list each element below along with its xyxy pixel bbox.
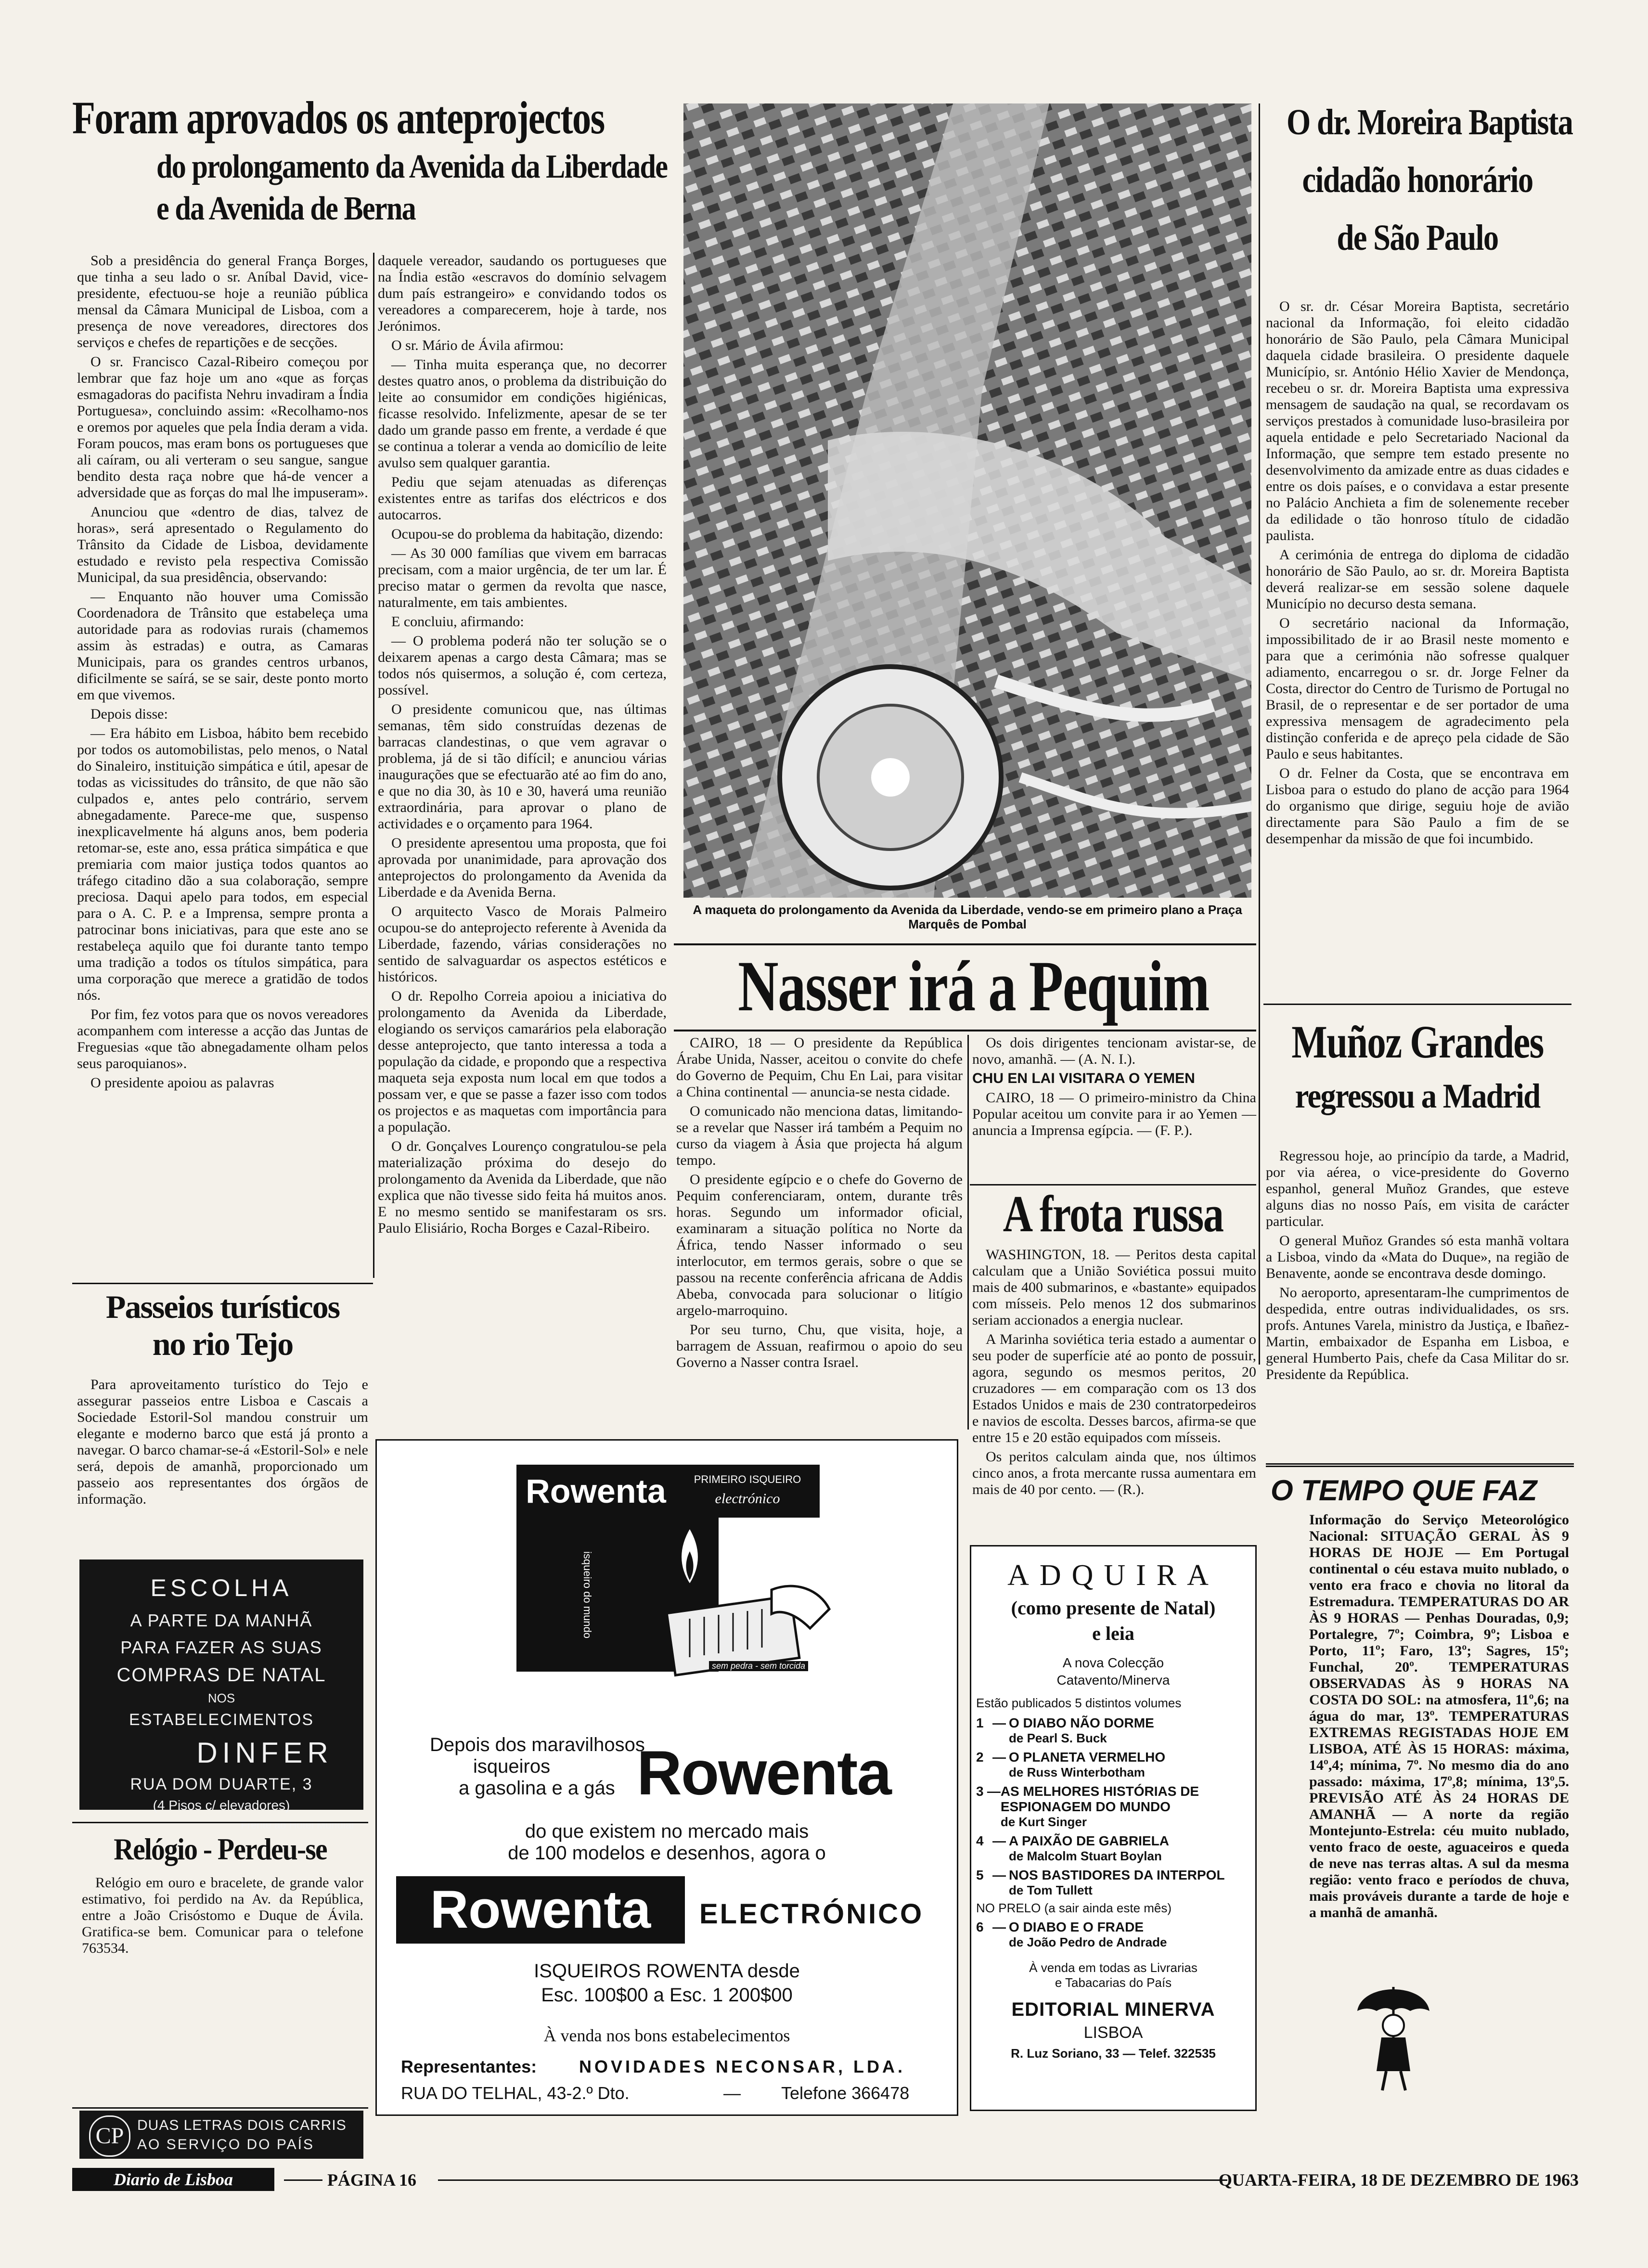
carris-line-2: AO SERVIÇO DO PAÍS — [137, 2137, 314, 2152]
main-paragraph: — Era hábito em Lisboa, hábito bem recebido por todos os automobilistas, pelo menos, o Natal do Sinaleiro, instituição simpática e útil, apesar de todas as vicissitudes do trânsito, de que não são culpados e, antes pelo contrário, servem abnegadamente. Parece-me que, suspenso inexplicavelmente há alguns anos, bem poderia retomar-se, este ano, essa prática simpática e que premiaria com maior justiça todos quantos ao tráfego citadino dão a sua colaboração, sempre preciosa. Daqui apelo para todos, em especial para o A. C. P. e a Imprensa, sempre pronta a patrocinar bons iniciativas, para que este ano se restabeleça aquilo que foi durante tanto tempo uma tradição a todos os títulos simpática, para uma corporação que merece a gratidão de todos nós. — [77, 725, 368, 1003]
footer-page: PÁGINA 16 — [327, 2170, 417, 2190]
frota-headline: A frota russa — [1003, 1186, 1223, 1243]
rowenta-line-2: isqueiros — [473, 1756, 551, 1777]
nasser-paragraph: Os dois dirigentes tencionam avistar-se, de novo, amanhã. — (A. N. I.). — [972, 1035, 1256, 1067]
section-rule — [72, 1283, 373, 1284]
book-title: O DIABO NÃO DORME — [1009, 1715, 1154, 1730]
passeios-body — [77, 1377, 368, 1555]
book-item[interactable]: 1 — O DIABO NÃO DORME de Pearl S. Buck — [976, 1715, 1154, 1745]
moreira-headline-3: de São Paulo — [1337, 217, 1498, 258]
main-story-headline: Foram aprovados os anteprojectos — [72, 92, 605, 143]
main-paragraph: O sr. Mário de Ávila afirmou: — [391, 337, 564, 353]
main-story-subhead-2: e da Avenida de Berna — [156, 190, 416, 228]
frota-paragraph: A Marinha soviética teria estado a aumentar o seu poder de superfície até ao ponto de possuir, agora, segundo os mesmos peritos, 20 cruzadores — em comparação com os 13 dos Estados Unidos e mais de 230 contratorpedeiros e navios de escolta. Desses barcos, afirma-se que entre 15 e 20 estão equipados com mísseis. — [972, 1331, 1256, 1445]
main-paragraph: daquele vereador, saudando os portugueses que na Índia estão «escravos do domínio selvagem dum país estrangeiro» e convidando todos os vereadores a comparecerem, hoje à tarde, nos Jerónimos. — [378, 253, 667, 334]
relogio-paragraph: Relógio em ouro e bracelete, de grande valor estimativo, foi perdido na Av. da República, entre a João Crisóstomo e Duque de Ávila. Gratifica-se bem. Comunicar para o telefone 763534. — [82, 1875, 363, 1957]
dinfer-line: NOS — [207, 1691, 235, 1705]
main-paragraph: — As 30 000 famílias que vivem em barracas precisam, com a maior urgência, de ter um lar. É preciso matar o germen da revolta que nasce, naturalmente, em tais ambientes. — [378, 545, 667, 610]
nasser-subhead: CHU EN LAI VISITARA O YEMEN — [972, 1070, 1195, 1086]
main-paragraph: O presidente comunicou que, nas últimas semanas, têm sido construídas dezenas de barracas clandestinas, o que vem agravar o problema, já de si tão difícil; e anunciou várias inaugurações que se efectuarão até ao fim do ano, e que no dia 30, às 10 e 30, haverá uma reunião extraordinária, para aprovar o plano de actividades e o orçamento para 1964. — [378, 701, 667, 832]
book-item[interactable]: 3 — AS MELHORES HISTÓRIAS DE ESPIONAGEM DO MUNDO de Kurt Singer — [976, 1784, 1250, 1830]
book-title: O DIABO E O FRADE — [1009, 1920, 1144, 1934]
rowenta-reps: NOVIDADES NECONSAR, LDA. — [579, 2057, 906, 2076]
main-paragraph: O dr. Gonçalves Lourenço congratulou-se pela materialização próxima do desejo do prolongamento da Avenida da Liberdade, que não explica que não tivesse sido feita há muitos anos. E no mesmo sentido se manifestaram os srs. Paulo Elisiário, Rocha Borges e Cazal-Ribeiro. — [378, 1138, 667, 1236]
book-number: 1 — [976, 1715, 984, 1730]
nasser-paragraph: Por seu turno, Chu, que visita, hoje, a barragem de Assuan, reafirmou o apoio do seu Governo a Nasser contra Israel. — [676, 1322, 963, 1370]
photo-caption: A maqueta do prolongamento da Avenida da Liberdade, vendo-se em primeiro plano a Praça Marquês de Pombal — [693, 902, 1242, 931]
adquira-sub-2: e leia — [1092, 1623, 1134, 1644]
dinfer-line: RUA DOM DUARTE, 3 — [130, 1775, 313, 1793]
rowenta-brand-large: Rowenta — [637, 1738, 891, 1808]
rowenta-badge-line-2: electrónico — [715, 1491, 780, 1507]
nasser-headline: Nasser irá a Pequim — [738, 946, 1209, 1026]
adquira-collection-2: Catavento/Minerva — [1056, 1673, 1170, 1688]
rowenta-badge-line-1: PRIMEIRO ISQUEIRO — [694, 1473, 801, 1485]
dinfer-line: A PARTE DA MANHÃ — [130, 1611, 313, 1630]
munoz-headline-1: Muñoz Grandes — [1291, 1016, 1544, 1068]
adquira-address: R. Luz Soriano, 33 — Telef. 322535 — [1011, 2046, 1216, 2061]
nasser-col1 — [676, 1035, 963, 1430]
book-title: AS MELHORES HISTÓRIAS DE ESPIONAGEM DO MUNDO — [1000, 1784, 1199, 1814]
dinfer-line: Frente ao Hotel Mundial — [241, 1819, 354, 1831]
moreira-headline-1: O dr. Moreira Baptista — [1287, 102, 1573, 142]
adquira-ad[interactable] — [970, 1545, 1257, 2111]
frota-headline-box — [970, 1184, 1256, 1243]
main-paragraph: O dr. Repolho Correia apoiou a iniciativa do prolongamento da Avenida da Liberdade, elogiando os serviços camarários pela elaboração desse anteprojecto, que tanto interessa a toda a população da cidade, e propondo que a respectiva maqueta seja exposta num local em que todos a possam ver, e que se passe a fazer isso com todos os projectos e as maquetas com importância para a população. — [378, 988, 667, 1135]
munoz-headline-2: regressou a Madrid — [1295, 1076, 1540, 1115]
dinfer-line: ESCOLHA — [150, 1574, 293, 1601]
section-rule — [1263, 1004, 1571, 1005]
main-paragraph: Sob a presidência do general França Borges, que tinha a seu lado o sr. Aníbal David, vice-presidente, efectuou-se hoje a reunião pública mensal da Câmara Municipal de Lisboa, com a presença de nove vereadores, directores dos serviços e chefes de repartições e de secções. — [77, 253, 368, 350]
passeios-paragraph: Para aproveitamento turístico do Tejo e assegurar passeios entre Lisboa e Cascais a Sociedade Estoril-Sol mandou construir um elegante e moderno barco que está já pronto a navegar. O barco chamar-se-á «Estoril-Sol» e nele será, depois de amanhã, proporcionado um passeio aos representantes dos órgãos de informação. — [77, 1377, 368, 1507]
nasser-col2 — [972, 1035, 1256, 1194]
book-number: 3 — [976, 1784, 984, 1799]
footer-rule-left — [284, 2179, 322, 2181]
rowenta-top-panel — [516, 1465, 853, 1672]
rowenta-logo-top: Rowenta — [516, 1465, 675, 1518]
dinfer-ad[interactable] — [79, 1559, 363, 1831]
main-story-col2 — [378, 253, 667, 1427]
rowenta-badge — [675, 1465, 820, 1518]
book-author: de Malcolm Stuart Boylan — [1009, 1849, 1162, 1863]
munoz-headline-block — [1263, 1018, 1571, 1143]
main-paragraph: O presidente apoiou as palavras — [90, 1075, 274, 1091]
nasser-paragraph: CAIRO, 18 — O presidente da República Árabe Unida, Nasser, aceitou o convite do chefe do Governo de Pequim, Chu En Lai, para visitar a China continental — anuncia-se nesta cidade. — [676, 1035, 963, 1100]
frota-body — [972, 1247, 1256, 1535]
adquira-published: Estão publicados 5 distintos volumes — [976, 1696, 1182, 1710]
passeios-headline-2: no rio Tejo — [152, 1326, 293, 1363]
munoz-paragraph: O general Muñoz Grandes só esta manhã voltara a Lisboa, vindo da «Mata do Duque», na região de Benavente, aonde se encontrava desde domingo. — [1266, 1233, 1569, 1281]
rowenta-logo-box: Rowenta — [396, 1876, 685, 1944]
main-paragraph: O presidente apresentou uma proposta, que foi aprovada por unanimidade, para aprovação dos anteprojectos do prolongamento da Avenida da Liberdade e da Avenida Berna. — [378, 835, 667, 900]
main-paragraph: Ocupou-se do problema da habitação, dizendo: — [391, 526, 663, 542]
rowenta-reps-label: Representantes: — [401, 2057, 537, 2076]
rowenta-line-1: Depois dos maravilhosos — [430, 1734, 645, 1755]
carris-logo: CP — [89, 2115, 130, 2157]
rowenta-line-4: do que existem no mercado mais — [525, 1821, 809, 1842]
moreira-headline-block — [1263, 103, 1571, 289]
weather-text: Informação do Serviço Meteorológico Nacional: SITUAÇÃO GERAL ÀS 9 HORAS DE HOJE — Em Portugal continental o céu estava muito nublado, o vento era fraco e chovia no litoral da Estremadura. TEMPERATURAS DO AR ÀS 9 HORAS — Penhas Douradas, 0,9; Portalegre, 7º; Coimbra, 9º; Lisboa e Porto, 11º; Faro, 13º; Sagres, 15º; Funchal, 20º. TEMPERATURAS OBSERVADAS ÀS 9 HORAS NA COSTA DO SOL: na atmosfera, 11º,6; na água do mar, 13º. TEMPERATURAS EXTREMAS REGISTADAS HOJE EM LISBOA, ATÉ ÀS 15 HORAS: máxima, 14º,4; mínima, 7º. No mesmo dia do ano passado: máxima, 17º,8; mínima, 13º,5. PREVISÃO ATÉ ÀS 24 HORAS DE AMANHÃ — A norte da região Montejunto-Estrela: céu muito nublado, vento fraco de oeste, aguaceiros e queda de neve nas terras altas. A sul da mesma região: vento fraco e períodos de chuva, mais prováveis durante a tarde de hoje e a manhã de amanhã. — [1309, 1512, 1569, 1920]
footer — [72, 2166, 1579, 2195]
book-item[interactable]: 2 — O PLANETA VERMELHO de Russ Winterbotham — [976, 1750, 1166, 1779]
main-paragraph: — Tinha muita esperança que, no decorrer destes quatro anos, o problema da distribuição do leite ao consumidor em condições higiénicas, ficasse resolvido. Infelizmente, apesar de se ter dado um grande passo em frente, a verdade é que se continua a tolerar a venda ao domicílio de leite avulso sem qualquer garantia. — [378, 357, 667, 471]
model-photo — [683, 103, 1251, 898]
rowenta-dash: — — [723, 2083, 741, 2103]
rowenta-price-2: Esc. 100$00 a Esc. 1 200$00 — [541, 1984, 793, 2006]
weather-box — [1266, 1463, 1574, 2117]
nasser-headline-box — [674, 943, 1256, 1031]
footer-rule-mid — [438, 2179, 1227, 2181]
adquira-sub-1: (como presente de Natal) — [1011, 1597, 1216, 1619]
main-paragraph: E concluiu, afirmando: — [391, 614, 524, 630]
passeios-headline-1: Passeios turísticos — [105, 1289, 340, 1325]
main-story-col1 — [77, 253, 368, 1278]
munoz-paragraph: No aeroporto, apresentaram-lhe cumprimentos de despedida, entre outras individualidades, os srs. profs. Antunes Varela, ministro da Justiça, e Ibañez-Martin, embaixador de Espanha em Lisboa, e general Humberto Pais, chefe da Casa Militar do sr. Presidente da República. — [1266, 1285, 1569, 1382]
carris-line-1: DUAS LETRAS DOIS CARRIS — [137, 2117, 347, 2133]
lighter-sub: sem pedra - sem torcida — [709, 1661, 808, 1671]
footer-date: QUARTA-FEIRA, 18 DE DEZEMBRO DE 1963 — [1218, 2170, 1579, 2190]
relogio-headline: Relógio - Perdeu-se — [114, 1832, 327, 1866]
dinfer-line: COMPRAS DE NATAL — [116, 1664, 326, 1686]
adquira-title: ADQUIRA — [1007, 1559, 1219, 1592]
dinfer-brand: DINFER — [196, 1737, 333, 1769]
moreira-paragraph: O dr. Felner da Costa, que se encontrava em Lisboa para o estudo do plano de acção para 1964 do organismo que dirige, seguiu hoje de avião directamente para São Paulo a fim de se desempenhar da missão de que foi incumbido. — [1266, 765, 1569, 847]
main-paragraph: Por fim, fez votos para que os novos vereadores acompanhem com interesse a acção das Juntas de Freguesias «que tão abnegadamente olham pelos seus paroquianos». — [77, 1006, 368, 1071]
carris-ad[interactable] — [79, 2111, 363, 2159]
book-author: de Russ Winterbotham — [1009, 1765, 1145, 1779]
book-number: 5 — [976, 1868, 984, 1882]
moreira-body — [1266, 298, 1569, 996]
main-story-subhead-1: do prolongamento da Avenida da Liberdade — [156, 148, 668, 185]
book-title: NOS BASTIDORES DA INTERPOL — [1009, 1868, 1225, 1882]
masthead: Diario de Lisboa — [72, 2168, 274, 2191]
passeios-headline-block — [72, 1290, 373, 1372]
book-number: 6 — [976, 1920, 984, 1934]
rowenta-sold: À venda nos bons estabelecimentos — [543, 2026, 790, 2045]
rowenta-electronic: ELECTRÓNICO — [699, 1898, 924, 1930]
column-rule — [373, 253, 374, 1278]
book-title: O PLANETA VERMELHO — [1009, 1750, 1166, 1765]
adquira-publisher: EDITORIAL MINERVA — [1011, 1999, 1215, 2020]
main-story-headline-block — [72, 94, 674, 248]
book-number: 2 — [976, 1750, 984, 1765]
rowenta-line-5: de 100 modelos e desenhos, agora o — [508, 1843, 826, 1864]
main-paragraph: — Enquanto não houver uma Comissão Coordenadora de Trânsito que estabeleça uma autoridade para as rodovias rurais (chamemos assim às estradas) e outra, as Camaras Municipais, para os grandes centros urbanos, dificilmente se saírá, se se sair, deste ponto morto em que vivemos. — [77, 589, 368, 703]
moreira-paragraph: A cerimónia de entrega do diploma de cidadão honorário de São Paulo, ao sr. dr. Moreira Baptista deverá realizar-se em sessão solene daquele Município no decurso desta semana. — [1266, 547, 1569, 612]
book-author: de Tom Tullett — [1009, 1883, 1093, 1897]
nasser-paragraph: CAIRO, 18 — O primeiro-ministro da China Popular aceitou um convite para ir ao Yemen — anuncia a Imprensa egípcia. — (F. P.). — [972, 1090, 1256, 1138]
dinfer-line: PARA FAZER AS SUAS — [120, 1637, 322, 1657]
frota-paragraph: WASHINGTON, 18. — Peritos desta capital calculam que a União Soviética possui muito mais de 400 submarinos, e «bastante» equipados com mísseis. Pelo menos 12 dos submarinos seriam accionados a energia nuclear. — [972, 1247, 1256, 1328]
rowenta-price-1: ISQUEIROS ROWENTA desde — [534, 1960, 800, 1982]
adquira-city: LISBOA — [1083, 2023, 1143, 2042]
relogio-box — [72, 1822, 368, 2109]
munoz-body — [1266, 1148, 1569, 1456]
book-author: de João Pedro de Andrade — [1009, 1935, 1167, 1949]
rowenta-address: RUA DO TELHAL, 43-2.º Dto. — [401, 2083, 630, 2103]
main-paragraph: Depois disse: — [90, 706, 168, 722]
main-paragraph: O sr. Francisco Cazal-Ribeiro começou por lembrar que faz hoje um ano «que as forças esmagadoras do pacifista Nehru invadiram a Índia Portuguesa», concluindo assim: «Recolhamo-nos e oremos por aqueles que pela Índia deram a vida. Foram poucos, mas eram bons os portugueses que ali caíram, ou ali verteram o seu sangue, sangue bendito desta raça nobre que há-de vencer a adversidade que as forças do mal lhe impuseram». — [77, 354, 368, 501]
umbrella-man-icon — [1352, 1968, 1434, 2093]
moreira-paragraph: O secretário nacional da Informação, impossibilitado de ir ao Brasil neste momento e para que a cerimónia não sofresse qualquer adiamento, encarregou o sr. dr. Jorge Felner da Costa, director do Centro de Turismo de Portugal no Brasil, de o representar e de ser portador de uma expressiva mensagem de agradecimento pela distinção conferida e de apreço pela cidade de São Paulo e seus habitantes. — [1266, 615, 1569, 762]
frota-paragraph: Os peritos calculam ainda que, nos últimos cinco anos, a frota mercante russa aumentara em mais de 40 por cento. — (R.). — [972, 1449, 1256, 1497]
weather-title: O TEMPO QUE FAZ — [1271, 1474, 1537, 1507]
dinfer-line: (4 Pisos c/ elevadores) — [153, 1798, 290, 1813]
adquira-sale-2: e Tabacarias do País — [1055, 1975, 1172, 1990]
book-author: de Kurt Singer — [1000, 1815, 1087, 1829]
book-list — [976, 1715, 1250, 1950]
column-rule — [1259, 103, 1260, 1365]
column-rule — [967, 1035, 969, 1430]
munoz-paragraph: Regressou hoje, ao princípio da tarde, a Madrid, por via aérea, o vice-presidente do Governo espanhol, general Muñoz Grandes, que esteve alguns dias no nosso País, em visita de carácter particular. — [1266, 1148, 1569, 1229]
book-item[interactable]: 5 — NOS BASTIDORES DA INTERPOL de Tom Tullett — [976, 1868, 1225, 1897]
lighter-text: isqueiro do mundo — [581, 1551, 593, 1639]
book-item[interactable]: 4 — A PAIXÃO DE GABRIELA de Malcolm Stuart Boylan — [976, 1833, 1169, 1863]
rowenta-phone: Telefone 366478 — [781, 2083, 910, 2103]
main-paragraph: Pediu que sejam atenuadas as diferenças existentes entre as tarifas dos eléctricos e dos autocarros. — [378, 474, 667, 523]
dinfer-line: ESTABELECIMENTOS — [129, 1711, 314, 1729]
rowenta-ad[interactable] — [375, 1439, 958, 2116]
main-paragraph: — O problema poderá não ter solução se o deixarem apenas a cargo desta Câmara; mas se todos nós quisermos, a solução é, com certeza, possível. — [378, 633, 667, 698]
model-photo-image — [683, 103, 1251, 898]
moreira-headline-2: cidadão honorário — [1302, 159, 1533, 200]
adquira-sale-1: À venda em todas as Livrarias — [1029, 1960, 1197, 1975]
rowenta-line-3: a gasolina e a gás — [459, 1778, 615, 1799]
book-author: de Pearl S. Buck — [1009, 1731, 1107, 1745]
main-paragraph: O arquitecto Vasco de Morais Palmeiro ocupou-se do anteprojecto referente à Avenida da Liberdade, fazendo, várias considerações no sentido de salvaguardar os aspectos estéticos e históricos. — [378, 903, 667, 985]
main-paragraph: Anunciou que «dentro de dias, talvez de horas», será apresentado o Regulamento do Trânsito da Cidade de Lisboa, devidamente estudado e revisto pela respectiva Comissão Municipal, da sua presidência, observando: — [77, 504, 368, 585]
book-number: 4 — [976, 1833, 984, 1848]
nasser-paragraph: O presidente egípcio e o chefe do Governo de Pequim conferenciaram, ontem, durante três horas. Segundo um informador oficial, examinaram a situação política no Norte da África, tendo Nasser informado o seu interlocutor, em termos gerais, sobre o que se passou na recente conferência africana de Addis Abeba, convocada para solucionar o litígio argelo-marroquino. — [676, 1172, 963, 1318]
book-item[interactable]: 6 — O DIABO E O FRADE de João Pedro de Andrade — [976, 1920, 1167, 1949]
nasser-paragraph: O comunicado não menciona datas, limitando-se a revelar que Nasser irá também a Pequim no curso da viagem à Ásia que projecta há algum tempo. — [676, 1103, 963, 1168]
prelo-label: NO PRELO (a sair ainda este mês) — [976, 1901, 1172, 1915]
moreira-paragraph: O sr. dr. César Moreira Baptista, secretário nacional da Informação, foi eleito cidadão honorário de São Paulo, pela Câmara Municipal daquela cidade brasileira. O presidente daquele Município, sr. António Hélio Xavier de Mendonça, recebeu o sr. dr. Moreira Baptista uma expressiva mensagem de saudação na qual, se recordavam os serviços prestados à comunidade luso-brasileira por aquela entidade e pelo Secretariado Nacional da Informação, que sempre tem estado presente no desenvolvimento da amizade entre as duas cidades e entre os dois países, e o convidava a estar presente no Palácio Anchieta a fim de solenemente receber da edilidade o tão honroso título de cidadão paulista. — [1266, 298, 1569, 543]
adquira-collection-1: A nova Colecção — [1062, 1655, 1164, 1670]
book-title: A PAIXÃO DE GABRIELA — [1009, 1833, 1169, 1848]
